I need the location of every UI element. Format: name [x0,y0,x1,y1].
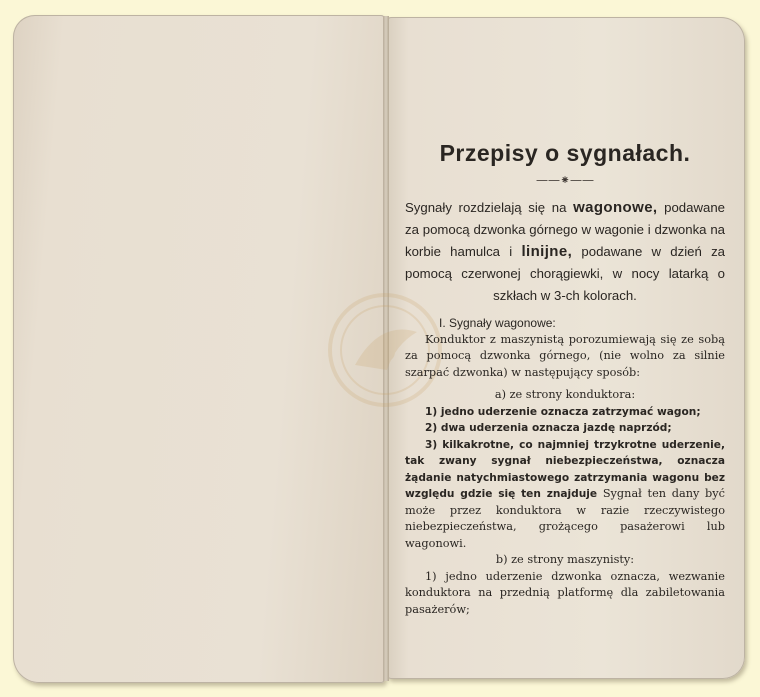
rules-text [405,140,725,618]
intro-text-1: Sygnały rozdzielają się na [405,200,574,215]
page-title: Przepisy o sygnałach. [439,140,691,166]
section-heading: I. Sygnały wagonowe: [439,316,556,330]
intro-paragraph [405,197,725,307]
intro-term-linijne: linijne, [521,243,573,260]
rule-b1: 1) jedno uderzenie dzwonka oznacza, wezwanie konduktora na przednią platformę dla zabiletowania pasażerów; [405,569,725,616]
rule-a1: 1) jedno uderzenie oznacza zatrzymać wagon; [425,405,701,418]
section-wagon-signals [405,315,725,618]
subheading-conductor: a) ze strony konduktora: [494,388,636,401]
intro-text-3: podawane w dzień za pomocą czerwonej chorągiewki, w nocy latarką o szkłach w 3-ch kolorach. [405,244,726,303]
section-paragraph: Konduktor z maszynistą porozumiewają się ze sobą za pomocą dzwonka górnego, (nie wolno za silnie szarpać dzwonka) w następujący sposób: [405,332,725,379]
intro-text-2: podawane za pomocą dzwonka górnego w wagonie i dzwonka na korbie hamulca i [405,200,726,259]
rule-a3 [405,437,725,553]
title-ornament: ——⁕—— [535,173,595,187]
subheading-driver: b) ze strony maszynisty: [495,553,635,566]
rule-a3-bold: 3) kilkakrotne, co najmniej trzykrotne uderzenie, tak zwany sygnał niebezpieczeństwa, oznacza żądanie natychmiastowego zatrzymania wagonu bez względu gdzie się ten znajduje [405,438,725,500]
intro-term-wagonowe: wagonowe, [573,199,658,216]
rule-a2: 2) dwa uderzenia oznacza jazdę naprzód; [425,422,672,434]
rule-a3-rest: Sygnał ten dany być może przez konduktora w razie rzeczywistego niebezpieczeństwa, grożącego pasażerowi lub wagonowi. [405,487,725,550]
